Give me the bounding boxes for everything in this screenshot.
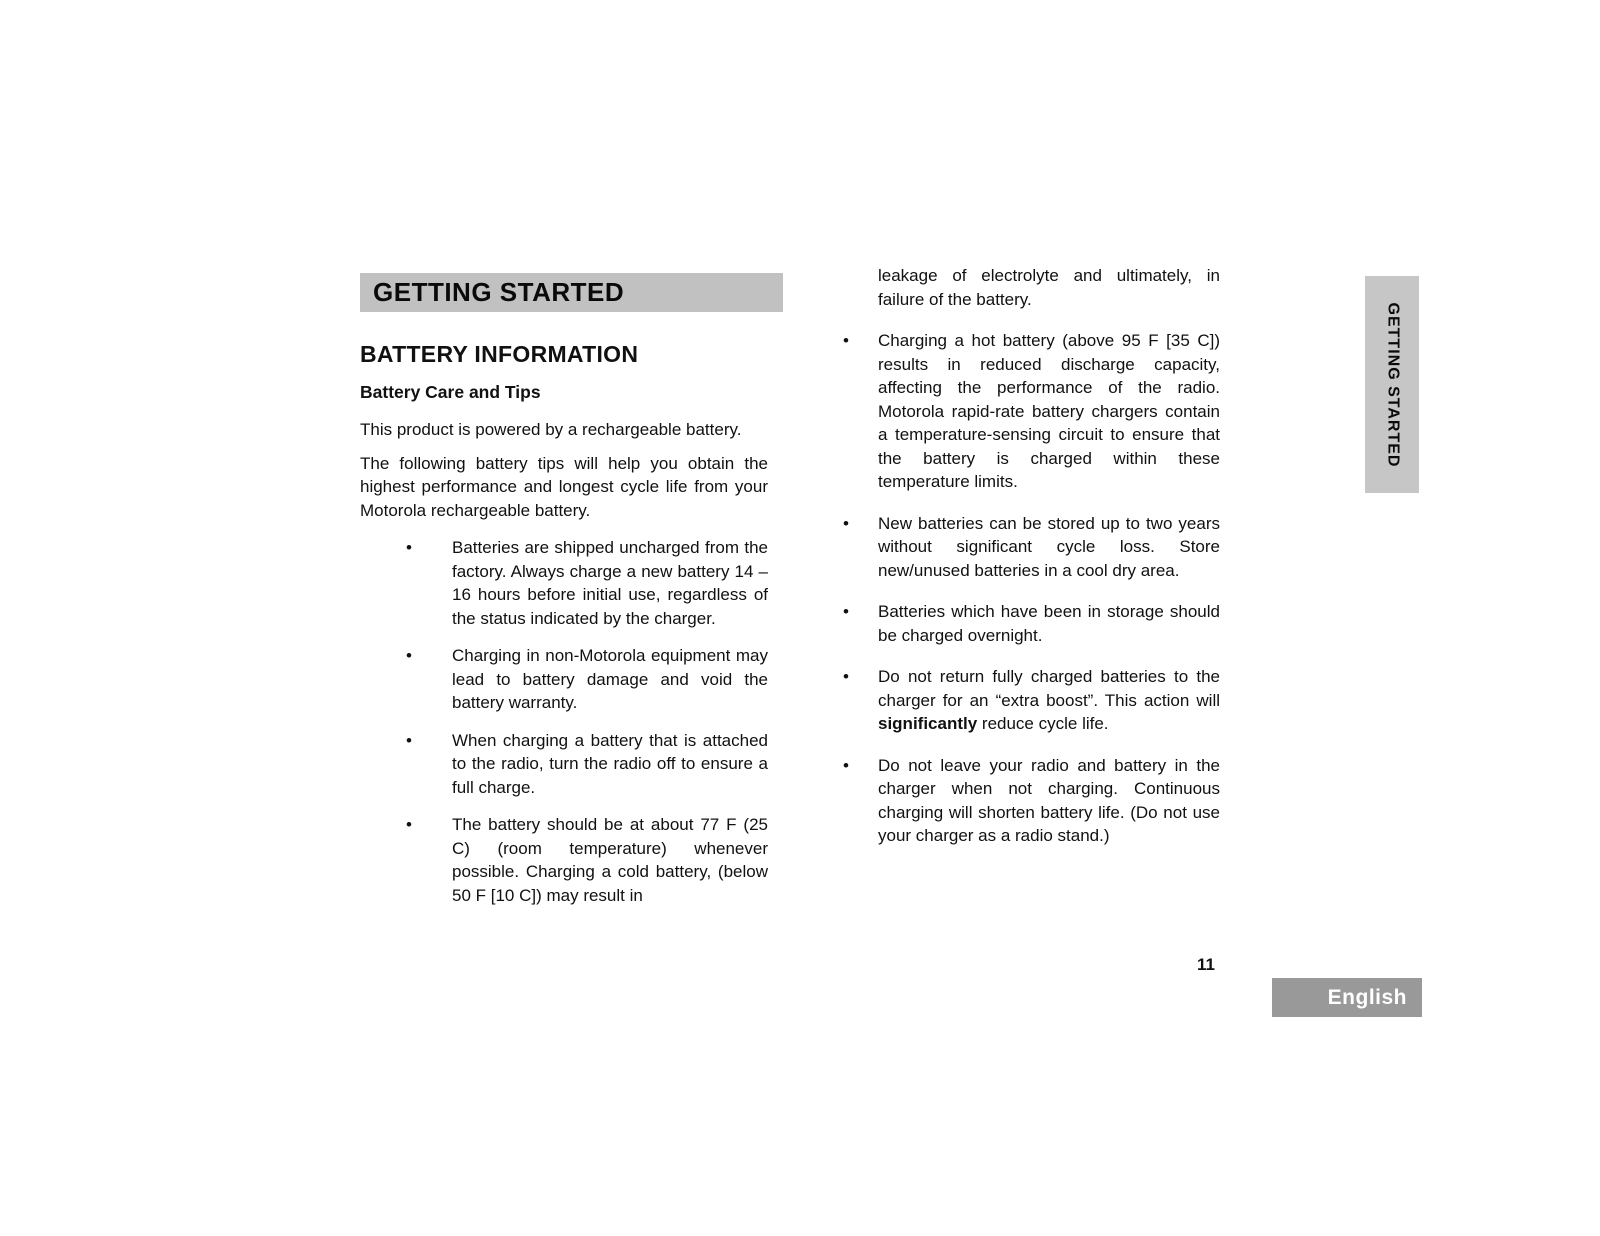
body-paragraph: This product is powered by a rechargeable battery.: [360, 420, 742, 439]
bullet-marker: •: [406, 730, 412, 750]
bullet-text-post: reduce cycle life.: [977, 714, 1109, 733]
bullet-text: Batteries which have been in storage should be charged overnight.: [878, 602, 1220, 645]
bullet-text: When charging a battery that is attached to the radio, turn the radio off to ensure a full charge.: [452, 730, 768, 797]
bullet-item: [843, 665, 1220, 736]
language-label: English: [1327, 985, 1407, 1009]
chapter-side-tab: [1365, 276, 1419, 493]
bullet-item: [843, 754, 1220, 848]
bullet-text: Charging a hot battery (above 95 F [35 C]) results in reduced discharge capacity, affecting the performance of the radio. Motorola rapid-rate battery chargers contain a temperature-sensing circuit to ensure that the battery is charged within these temperature limits.: [878, 331, 1220, 491]
bullet-text: Charging in non-Motorola equipment may lead to battery damage and void the battery warranty.: [452, 646, 768, 712]
bullet-text: New batteries can be stored up to two years without significant cycle loss. Store new/unused batteries in a cool dry area.: [878, 513, 1220, 580]
bullet-marker: •: [843, 602, 849, 621]
bullet-text-bold: significantly: [878, 714, 978, 733]
bullet-marker: •: [406, 646, 412, 665]
right-column: [843, 264, 1220, 848]
bullet-text: Do not leave your radio and battery in the charger when not charging. Continuous charging will shorten battery life. (Do not use your charger as a radio stand.): [878, 755, 1220, 845]
page-number: 11: [1197, 955, 1215, 974]
bullet-marker: •: [843, 331, 849, 350]
bullet-marker: •: [843, 667, 849, 686]
bullet-item: [406, 813, 768, 907]
bullet-text: Batteries are shipped uncharged from the factory. Always charge a new battery 14 – 16 hours before initial use, regardless of the status indicated by the charger.: [452, 538, 768, 628]
bullet-item: [843, 600, 1220, 647]
bullet-item: [406, 536, 768, 630]
continued-bullet-text: leakage of electrolyte and ultimately, in failure of the battery.: [878, 266, 1220, 309]
chapter-side-tab-label: GETTING STARTED: [1384, 302, 1402, 467]
bullet-marker: •: [843, 513, 849, 533]
bullet-marker: •: [406, 538, 412, 557]
bullet-item: [406, 644, 768, 715]
language-bar: [1272, 978, 1422, 1017]
bullet-item: [406, 729, 768, 800]
chapter-header-bar: [360, 273, 783, 312]
right-bullet-list: [843, 329, 1220, 848]
bullet-marker: •: [843, 755, 849, 775]
bullet-text-pre: Do not return fully charged batteries to the charger for an “extra boost”. This action will: [878, 667, 1220, 710]
bullet-text-with-emphasis: [878, 665, 1220, 736]
left-bullet-list: [360, 536, 768, 907]
chapter-title: GETTING STARTED: [373, 277, 625, 307]
section-title: BATTERY INFORMATION: [360, 341, 639, 367]
body-paragraph: The following battery tips will help you obtain the highest performance and longest cycle life from your Motorola rechargeable battery.: [360, 453, 768, 520]
left-column: [360, 273, 768, 907]
bullet-item: [843, 329, 1220, 494]
subsection-title: Battery Care and Tips: [360, 382, 541, 402]
bullet-marker: •: [406, 815, 412, 834]
bullet-text: The battery should be at about 77 F (25 C) (room temperature) whenever possible. Charging a cold battery, (below 50 F [10 C]) may result in: [452, 815, 768, 905]
bullet-item: [843, 512, 1220, 583]
